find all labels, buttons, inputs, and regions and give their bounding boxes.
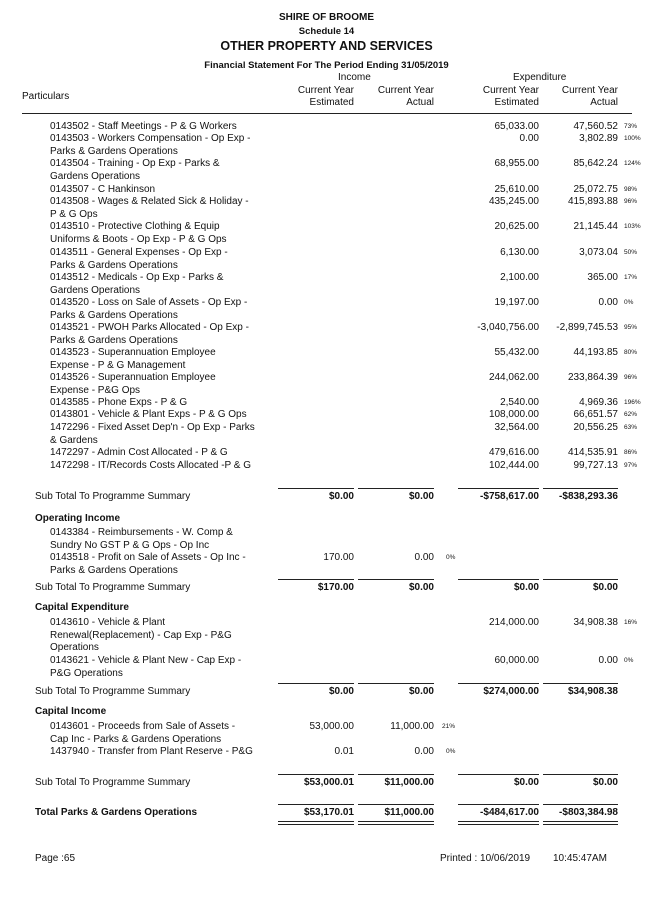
row-percent: 98% <box>624 186 638 193</box>
subtotal-rule <box>278 683 354 684</box>
row-exp-actual: 0.00 <box>598 655 618 666</box>
row-label: 0143621 - Vehicle & Plant New - Cap Exp - P&G Operations <box>50 655 242 679</box>
row-label: 0143502 - Staff Meetings - P & G Workers <box>50 121 237 132</box>
subtotal-label: Sub Total To Programme Summary <box>35 686 191 697</box>
row-exp-estimated: 214,000.00 <box>488 617 539 628</box>
row-percent: 50% <box>624 249 638 256</box>
subtotal-exp-estimated: $0.00 <box>513 582 539 593</box>
row-exp-estimated: 65,033.00 <box>494 121 539 132</box>
row-inc-estimated: 170.00 <box>323 552 354 563</box>
page-title: OTHER PROPERTY AND SERVICES <box>220 39 433 53</box>
subtotal-rule <box>358 579 434 580</box>
subtotal-exp-actual: $0.00 <box>592 777 618 788</box>
row-exp-estimated: 479,616.00 <box>488 447 539 458</box>
subtotal-inc-estimated: $0.00 <box>328 686 354 697</box>
total-exp-actual: -$803,384.98 <box>559 807 618 818</box>
row-percent: 21% <box>442 723 456 730</box>
row-label: 0143503 - Workers Compensation - Op Exp - Parks & Gardens Operations <box>50 133 251 157</box>
row-exp-estimated: 2,100.00 <box>500 272 539 283</box>
row-label: 0143801 - Vehicle & Plant Exps - P & G Ops <box>50 409 247 420</box>
total-rule <box>358 804 434 805</box>
total-label: Total Parks & Gardens Operations <box>35 807 198 818</box>
subtotal-label: Sub Total To Programme Summary <box>35 491 191 502</box>
total-rule <box>458 804 539 805</box>
expenditure-actual-header-l2: Actual <box>590 97 618 108</box>
row-exp-actual: 414,535.91 <box>567 447 618 458</box>
income-actual-header-l2: Actual <box>406 97 434 108</box>
total-rule <box>543 804 618 805</box>
row-exp-actual: 4,969.36 <box>579 397 618 408</box>
income-actual-header-l1: Current Year <box>377 85 434 96</box>
row-percent: 100% <box>624 135 641 142</box>
row-exp-estimated: 20,625.00 <box>494 221 539 232</box>
row-percent: 86% <box>624 449 638 456</box>
subtotal-inc-estimated: $0.00 <box>328 491 354 502</box>
org-name: SHIRE OF BROOME <box>278 12 374 23</box>
row-exp-actual: 3,073.04 <box>579 247 618 258</box>
row-percent: 124% <box>624 160 641 167</box>
printed-time: 10:45:47AM <box>553 853 607 864</box>
row-label: 0143384 - Reimbursements - W. Comp & Sundry No GST P & G Ops - Op Inc <box>50 527 233 551</box>
subtotal-inc-estimated: $170.00 <box>317 582 354 593</box>
row-exp-actual: 44,193.85 <box>573 347 618 358</box>
subtotal-inc-actual: $11,000.00 <box>384 777 434 788</box>
printed-date: Printed : 10/06/2019 <box>440 853 531 864</box>
expenditure-actual-header-l1: Current Year <box>561 85 618 96</box>
expenditure-estimated-header-l2: Estimated <box>494 97 539 108</box>
row-exp-actual: 233,864.39 <box>567 372 618 383</box>
subtotal-rule <box>458 488 539 489</box>
row-label: 1437940 - Transfer from Plant Reserve - P&G <box>50 746 253 757</box>
row-exp-actual: 99,727.13 <box>573 460 618 471</box>
page-number: Page :65 <box>35 853 76 864</box>
row-exp-estimated: 435,245.00 <box>488 196 539 207</box>
section-heading-operating-income: Operating Income <box>35 513 121 524</box>
section-heading-capital-expenditure: Capital Expenditure <box>35 602 129 613</box>
subtotal-inc-actual: $0.00 <box>408 582 434 593</box>
row-percent: 0% <box>624 657 634 664</box>
row-label: 1472297 - Admin Cost Allocated - P & G <box>50 447 228 458</box>
page-subtitle: Financial Statement For The Period Ending 31/05/2019 <box>204 60 449 71</box>
row-label: 0143520 - Loss on Sale of Assets - Op Exp - Parks & Gardens Operations <box>50 297 248 321</box>
row-label: 1472296 - Fixed Asset Dep'n - Op Exp - Parks & Gardens <box>50 422 255 446</box>
row-label: 0143610 - Vehicle & Plant Renewal(Replacement) - Cap Exp - P&G Operations <box>50 617 232 653</box>
row-label: 0143526 - Superannuation Employee Expense - P&G Ops <box>50 372 216 396</box>
subtotal-rule <box>458 579 539 580</box>
row-exp-estimated: 0.00 <box>519 133 539 144</box>
row-inc-actual: 0.00 <box>414 552 434 563</box>
row-exp-estimated: 2,540.00 <box>500 397 539 408</box>
row-label: 0143585 - Phone Exps - P & G <box>50 397 188 408</box>
row-percent: 96% <box>624 374 638 381</box>
row-exp-actual: 0.00 <box>598 297 618 308</box>
row-label: 0143521 - PWOH Parks Allocated - Op Exp - Parks & Gardens Operations <box>50 322 249 346</box>
total-double-rule <box>458 821 539 825</box>
subtotal-rule <box>358 488 434 489</box>
row-exp-estimated: 60,000.00 <box>494 655 539 666</box>
row-label: 0143518 - Profit on Sale of Assets - Op Inc - Parks & Gardens Operations <box>50 552 246 576</box>
row-exp-estimated: 102,444.00 <box>488 460 539 471</box>
row-exp-actual: 25,072.75 <box>573 184 618 195</box>
row-exp-actual: 415,893.88 <box>567 196 618 207</box>
subtotal-rule <box>458 774 539 775</box>
header-divider <box>22 113 632 114</box>
subtotal-rule <box>458 683 539 684</box>
row-percent: 80% <box>624 349 638 356</box>
subtotal-rule <box>358 683 434 684</box>
total-double-rule <box>543 821 618 825</box>
row-percent: 17% <box>624 274 638 281</box>
total-rule <box>278 804 354 805</box>
particulars-header: Particulars <box>22 91 70 102</box>
subtotal-rule <box>543 774 618 775</box>
row-percent: 96% <box>624 198 638 205</box>
row-percent: 63% <box>624 424 638 431</box>
row-exp-estimated: -3,040,756.00 <box>477 322 539 333</box>
row-label: 0143510 - Protective Clothing & Equip Uniforms & Boots - Op Exp - P & G Ops <box>50 221 227 245</box>
total-exp-estimated: -$484,617.00 <box>480 807 539 818</box>
subtotal-rule <box>278 774 354 775</box>
row-exp-actual: 85,642.24 <box>573 158 618 169</box>
subtotal-inc-estimated: $53,000.01 <box>303 777 354 788</box>
row-exp-actual: 47,560.52 <box>573 121 618 132</box>
row-exp-actual: 21,145.44 <box>573 221 618 232</box>
row-percent: 73% <box>624 123 638 130</box>
row-exp-estimated: 25,610.00 <box>494 184 539 195</box>
row-percent: 0% <box>446 554 456 561</box>
subtotal-exp-actual: -$838,293.36 <box>559 491 618 502</box>
subtotal-label: Sub Total To Programme Summary <box>35 777 191 788</box>
row-exp-estimated: 6,130.00 <box>500 247 539 258</box>
subtotal-rule <box>278 488 354 489</box>
row-percent: 103% <box>624 223 641 230</box>
row-inc-actual: 11,000.00 <box>390 721 434 732</box>
subtotal-rule <box>358 774 434 775</box>
schedule-label: Schedule 14 <box>298 26 355 37</box>
row-exp-estimated: 108,000.00 <box>488 409 539 420</box>
subtotal-inc-actual: $0.00 <box>408 491 434 502</box>
subtotal-rule <box>543 579 618 580</box>
row-exp-estimated: 55,432.00 <box>494 347 539 358</box>
row-label: 0143523 - Superannuation Employee Expense - P & G Management <box>50 347 216 371</box>
row-percent: 0% <box>446 748 456 755</box>
subtotal-exp-actual: $0.00 <box>592 582 618 593</box>
row-percent: 62% <box>624 411 638 418</box>
row-inc-actual: 0.00 <box>414 746 434 757</box>
row-exp-actual: 365.00 <box>587 272 618 283</box>
income-estimated-header-l1: Current Year <box>297 85 354 96</box>
row-exp-actual: 34,908.38 <box>573 617 618 628</box>
subtotal-rule <box>278 579 354 580</box>
row-label: 0143512 - Medicals - Op Exp - Parks & Gardens Operations <box>50 272 224 296</box>
subtotal-inc-actual: $0.00 <box>408 686 434 697</box>
row-exp-actual: -2,899,745.53 <box>556 322 618 333</box>
subtotal-exp-estimated: -$758,617.00 <box>480 491 539 502</box>
total-double-rule <box>278 821 354 825</box>
row-exp-actual: 3,802.89 <box>579 133 618 144</box>
row-label: 0143601 - Proceeds from Sale of Assets - Cap Inc - Parks & Gardens Operations <box>50 721 236 745</box>
row-percent: 95% <box>624 324 638 331</box>
subtotal-exp-estimated: $0.00 <box>513 777 539 788</box>
row-percent: 16% <box>624 619 638 626</box>
row-exp-estimated: 244,062.00 <box>488 372 539 383</box>
income-estimated-header-l2: Estimated <box>309 97 354 108</box>
row-inc-estimated: 53,000.00 <box>309 721 354 732</box>
row-exp-estimated: 32,564.00 <box>494 422 539 433</box>
subtotal-exp-actual: $34,908.38 <box>567 686 618 697</box>
row-exp-actual: 66,651.57 <box>573 409 618 420</box>
income-group-header: Income <box>338 72 371 83</box>
row-label: 0143508 - Wages & Related Sick & Holiday - P & G Ops <box>50 196 249 220</box>
expenditure-group-header: Expenditure <box>513 72 567 83</box>
subtotal-exp-estimated: $274,000.00 <box>483 686 539 697</box>
row-exp-estimated: 19,197.00 <box>494 297 539 308</box>
row-label: 1472298 - IT/Records Costs Allocated -P & G <box>50 460 252 471</box>
total-inc-estimated: $53,170.01 <box>303 807 354 818</box>
subtotal-label: Sub Total To Programme Summary <box>35 582 191 593</box>
row-inc-estimated: 0.01 <box>334 746 354 757</box>
subtotal-rule <box>543 683 618 684</box>
row-label: 0143511 - General Expenses - Op Exp - Parks & Gardens Operations <box>50 247 228 271</box>
total-inc-actual: $11,000.00 <box>384 807 434 818</box>
subtotal-rule <box>543 488 618 489</box>
row-exp-estimated: 68,955.00 <box>494 158 539 169</box>
total-double-rule <box>358 821 434 825</box>
row-percent: 196% <box>624 399 641 406</box>
row-label: 0143504 - Training - Op Exp - Parks & Gardens Operations <box>50 158 220 182</box>
expenditure-estimated-header-l1: Current Year <box>482 85 539 96</box>
row-percent: 0% <box>624 299 634 306</box>
row-label: 0143507 - C Hankinson <box>50 184 156 195</box>
row-percent: 97% <box>624 462 638 469</box>
section-heading-capital-income: Capital Income <box>35 706 107 717</box>
row-exp-actual: 20,556.25 <box>573 422 618 433</box>
